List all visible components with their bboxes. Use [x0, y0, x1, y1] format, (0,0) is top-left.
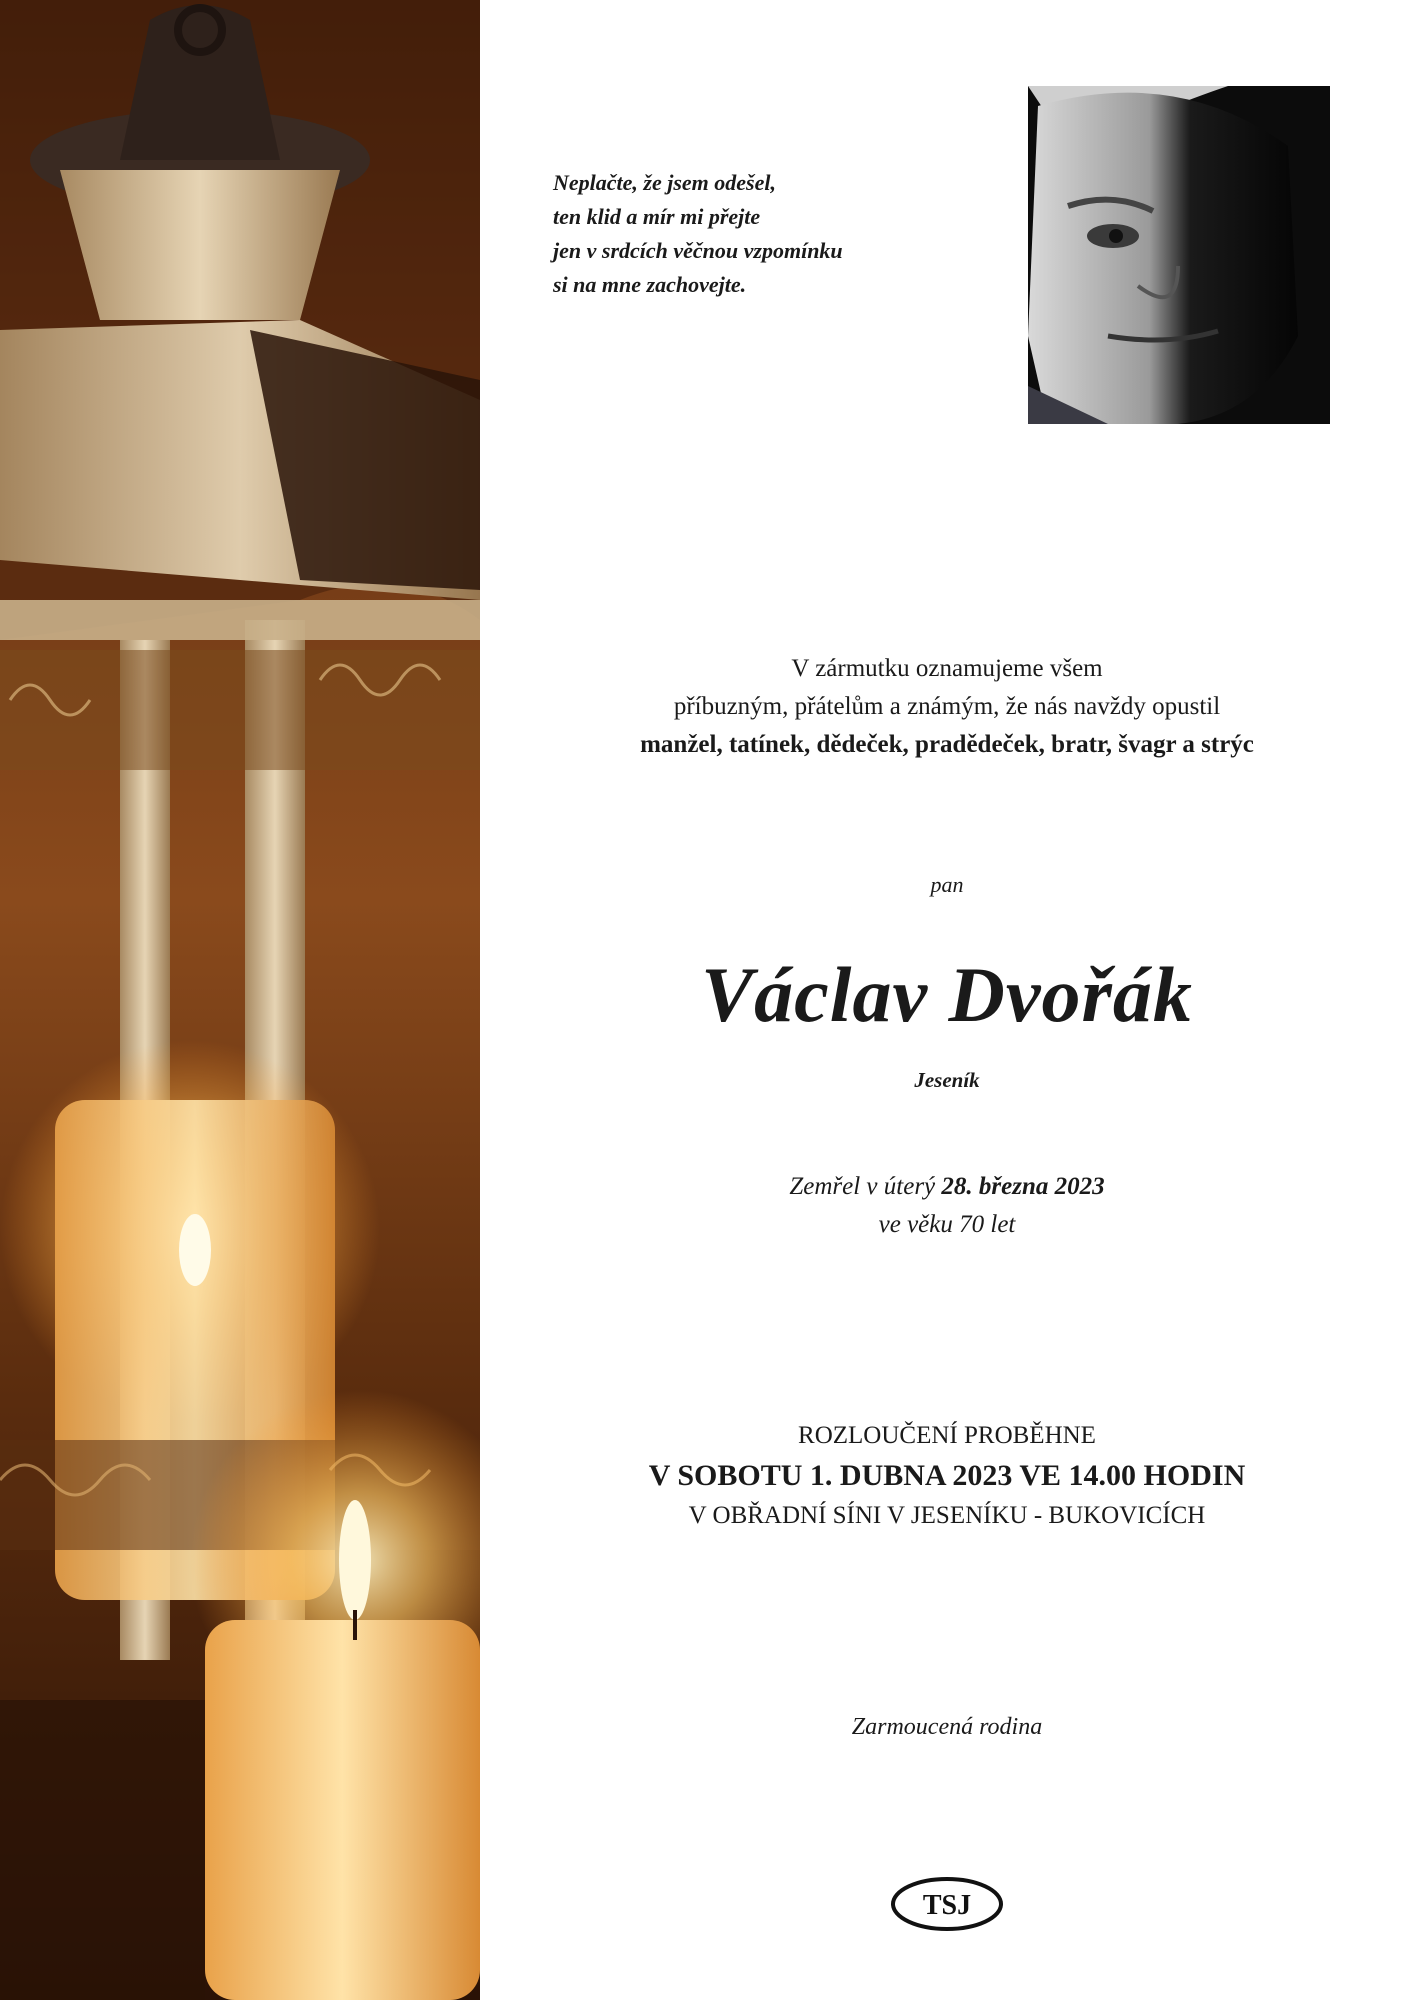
- funeral-info: [480, 1416, 1414, 1536]
- memorial-poem: [553, 166, 973, 302]
- deceased-town: Jeseník: [914, 1068, 980, 1092]
- poem-line: jen v srdcích věčnou vzpomínku: [553, 238, 843, 263]
- funeral-service-logo: [890, 1876, 1004, 1932]
- death-date: 28. března 2023: [941, 1173, 1105, 1200]
- front-flame: [339, 1500, 371, 1620]
- tsj-logo-icon: [890, 1876, 1004, 1932]
- signature: Zarmoucená rodina: [851, 1714, 1043, 1740]
- poem-line: Neplačte, že jsem odešel,: [553, 170, 776, 195]
- lantern-candle-illustration: [0, 0, 480, 2000]
- honorific: pan: [930, 872, 964, 897]
- front-candle: [205, 1620, 480, 2000]
- death-prefix: Zemřel v úterý: [789, 1173, 936, 1200]
- announcement-line: příbuzným, přátelům a známým, že nás navždy opustil: [673, 693, 1221, 720]
- deceased-name: Václav Dvořák: [701, 951, 1193, 1038]
- deceased-portrait: [1028, 86, 1330, 424]
- announcement-line: V zármutku oznamujeme všem: [791, 655, 1103, 682]
- death-age: ve věku 70 let: [878, 1211, 1016, 1238]
- obituary-content: [480, 0, 1414, 2000]
- poem-line: si na mne zachovejte.: [553, 272, 747, 297]
- lantern-candle-photo: [0, 0, 480, 2000]
- portrait-image: [1028, 86, 1330, 424]
- announcement: [480, 650, 1414, 764]
- family-relations: manžel, tatínek, dědeček, pradědeček, bratr, švagr a strýc: [640, 731, 1254, 758]
- inner-flame: [179, 1214, 211, 1286]
- funeral-datetime: V SOBOTU 1. DUBNA 2023 VE 14.00 HODIN: [648, 1459, 1246, 1492]
- funeral-location: V OBŘADNÍ SÍNI V JESENÍKU - BUKOVICÍCH: [688, 1502, 1206, 1529]
- logo-text: TSJ: [922, 1890, 972, 1921]
- poem-line: ten klid a mír mi přejte: [553, 204, 761, 229]
- death-date-line: [480, 1168, 1414, 1206]
- death-info: [480, 1168, 1414, 1244]
- funeral-heading: ROZLOUČENÍ PROBĚHNE: [798, 1422, 1096, 1449]
